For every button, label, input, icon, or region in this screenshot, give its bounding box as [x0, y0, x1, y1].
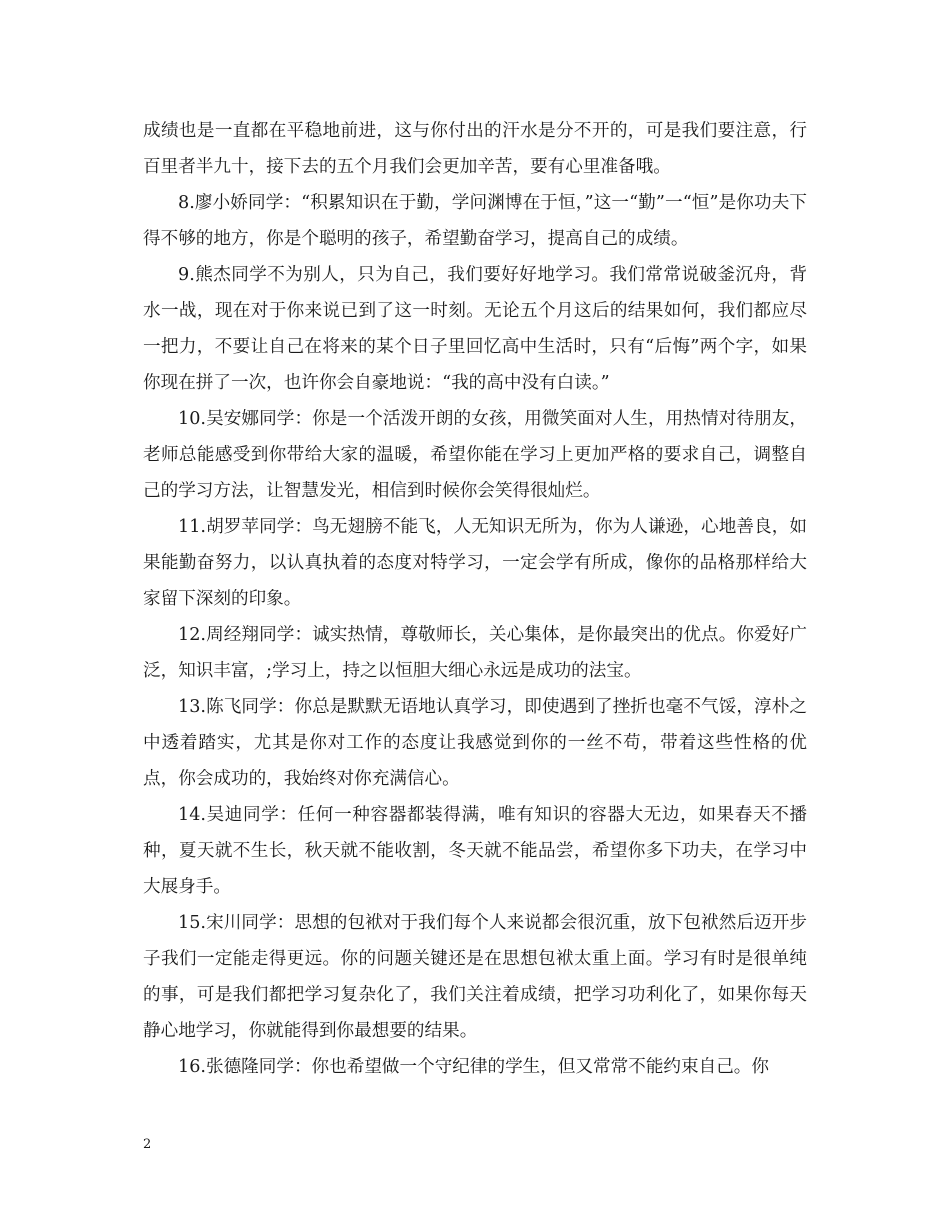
- paragraph-comment-13: 13.陈飞同学：你总是默默无语地认真学习，即使遇到了挫折也毫不气馁，淳朴之中透着踏实，尤其是你对工作的态度让我感觉到你的一丝不苟，带着这些性格的优点，你会成功的，我始终对你充满信心。: [143, 697, 807, 789]
- document-body: [143, 113, 807, 1085]
- paragraph-continued: 成绩也是一直都在平稳地前进，这与你付出的汗水是分不开的，可是我们要注意，行百里者半九十，接下去的五个月我们会更加辛苦，要有心里准备哦。: [143, 121, 807, 177]
- paragraph-comment-16: 16.张德隆同学：你也希望做一个守纪律的学生，但又常常不能约束自己。你: [178, 1057, 769, 1077]
- paragraph-comment-11: 11.胡罗苹同学：鸟无翅膀不能飞，人无知识无所为，你为人谦逊，心地善良，如果能勤奋努力，以认真执着的态度对特学习，一定会学有所成，像你的品格那样给大家留下深刻的印象。: [143, 517, 807, 609]
- paragraph-comment-10: 10.吴安娜同学：你是一个活泼开朗的女孩，用微笑面对人生，用热情对待朋友，老师总能感受到你带给大家的温暖，希望你能在学习上更加严格的要求自己，调整自己的学习方法，让智慧发光，相信到时候你会笑得很灿烂。: [143, 409, 807, 501]
- paragraph-comment-14: 14.吴迪同学：任何一种容器都装得满，唯有知识的容器大无边，如果春天不播种，夏天就不生长，秋天就不能收割，冬天就不能品尝，希望你多下功夫，在学习中大展身手。: [143, 805, 807, 897]
- paragraph-comment-8: 8.廖小娇同学：“积累知识在于勤，学问渊博在于恒，”这一“勤”一“恒”是你功夫下得不够的地方，你是个聪明的孩子，希望勤奋学习，提高自己的成绩。: [143, 193, 807, 249]
- paragraph-comment-9: 9.熊杰同学不为别人，只为自己，我们要好好地学习。我们常常说破釜沉舟，背水一战，现在对于你来说已到了这一时刻。无论五个月这后的结果如何，我们都应尽一把力，不要让自己在将来的某个日子里回忆高中生活时，只有“后悔”两个字，如果你现在拼了一次，也许你会自豪地说：“我的高中没有白读。”: [143, 265, 807, 393]
- paragraph-comment-12: 12.周经翔同学：诚实热情，尊敬师长，关心集体，是你最突出的优点。你爱好广泛，知识丰富，;学习上，持之以恒胆大细心永远是成功的法宝。: [143, 625, 807, 681]
- paragraph-comment-15: 15.宋川同学：思想的包袱对于我们每个人来说都会很沉重，放下包袱然后迈开步子我们一定能走得更远。你的问题关键还是在思想包袱太重上面。学习有时是很单纯的事，可是我们都把学习复杂化了，我们关注着成绩，把学习功利化了，如果你每天静心地学习，你就能得到你最想要的结果。: [143, 913, 807, 1041]
- page-number: 2: [143, 1137, 152, 1152]
